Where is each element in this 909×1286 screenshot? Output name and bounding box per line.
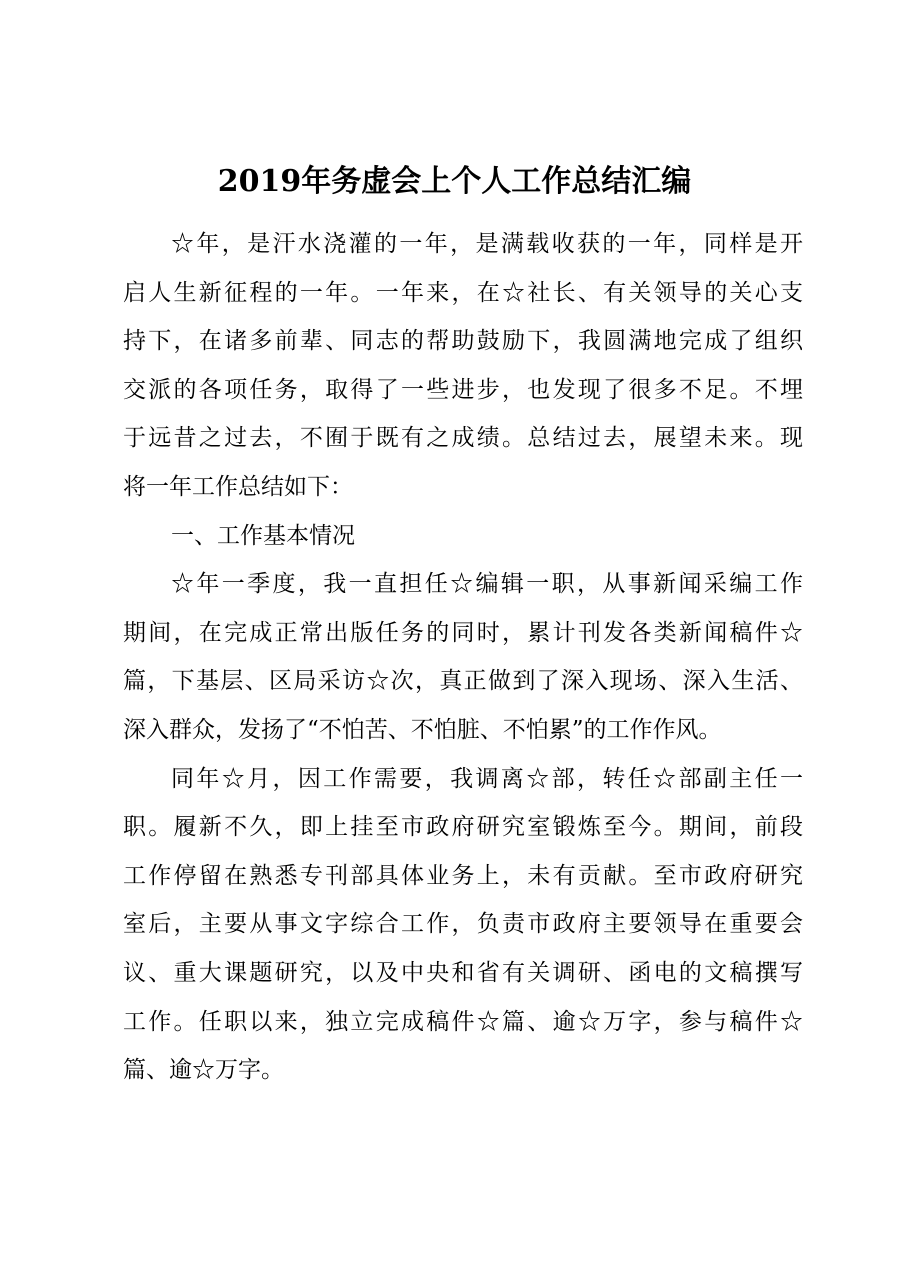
document-body xyxy=(123,220,803,1095)
text-line: 同年☆月，因工作需要，我调离☆部，转任☆部副主任一 xyxy=(171,765,803,792)
text-line: 交派的各项任务，取得了一些进步，也发现了很多不足。不埋 xyxy=(123,376,803,403)
paragraph-transfer xyxy=(123,755,803,1095)
text-line: 一、工作基本情况 xyxy=(171,522,355,549)
text-line: 室后，主要从事文字综合工作，负责市政府主要领导在重要会 xyxy=(123,911,803,938)
text-line: ☆年一季度，我一直担任☆编辑一职，从事新闻采编工作 xyxy=(171,571,803,598)
text-line: 篇、逾☆万字。 xyxy=(123,1057,284,1084)
text-line: ☆年，是汗水浇灌的一年，是满载收获的一年，同样是开 xyxy=(171,231,803,257)
document-title: 2019年务虚会上个人工作总结汇编 xyxy=(217,164,692,199)
text-line: 期间，在完成正常出版任务的同时，累计刊发各类新闻稿件☆ xyxy=(123,619,803,646)
text-line: 启人生新征程的一年。一年来，在☆社长、有关领导的关心支 xyxy=(123,279,803,306)
section-heading xyxy=(123,512,803,561)
text-line: 篇，下基层、区局采访☆次，真正做到了深入现场、深入生活、 xyxy=(123,668,803,695)
text-line: 工作停留在熟悉专刊部具体业务上，未有贡献。至市政府研究 xyxy=(123,862,803,889)
text-line: 职。履新不久，即上挂至市政府研究室锻炼至今。期间，前段 xyxy=(123,814,803,841)
text-line: 将一年工作总结如下： xyxy=(123,473,353,500)
paragraph-intro xyxy=(123,220,803,512)
paragraph-first-quarter xyxy=(123,560,803,754)
text-line: 工作。任职以来，独立完成稿件☆篇、逾☆万字，参与稿件☆ xyxy=(123,1008,803,1035)
text-line: 议、重大课题研究，以及中央和省有关调研、函电的文稿撰写 xyxy=(123,959,803,986)
text-line: 于远昔之过去，不囿于既有之成绩。总结过去，展望未来。现 xyxy=(123,425,803,452)
text-line: 持下，在诸多前辈、同志的帮助鼓励下，我圆满地完成了组织 xyxy=(123,328,803,355)
text-line: 深入群众，发扬了“不怕苦、不怕脏、不怕累”的工作作风。 xyxy=(123,716,722,743)
